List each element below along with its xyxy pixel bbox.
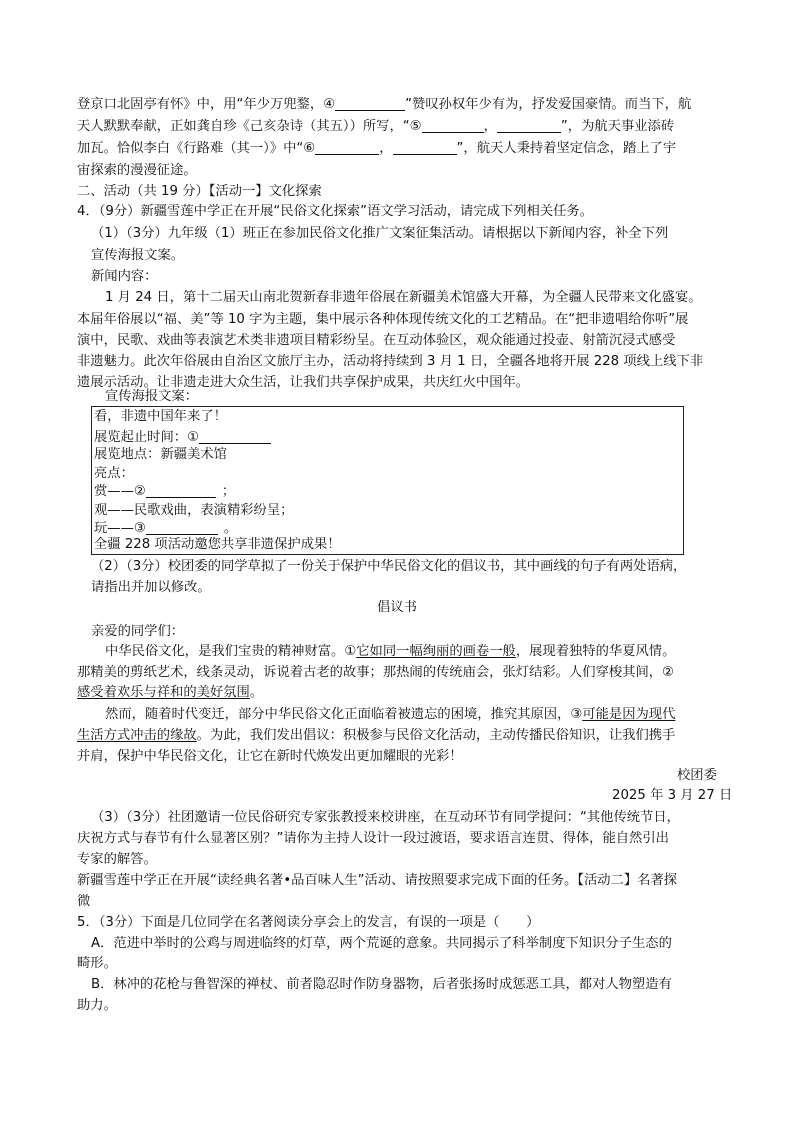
q4-stem: 4．（9分）新疆雪莲中学正在开展“民俗文化探索”语文学习活动，请完成下列相关任务。 — [77, 204, 594, 219]
answer-blank-5a[interactable] — [422, 118, 484, 133]
p1-line3: 加瓦。恰似李白《行路难（其一）》中“⑥ ， ”，航天人秉持着坚定信念，踏上了宇 — [77, 141, 677, 156]
underlined-sentence-2: 感受着欢乐与祥和的美好氛围 — [77, 685, 250, 700]
proposal-line: 感受着欢乐与祥和的美好氛围。 — [77, 685, 264, 700]
news-line: 遗展示活动。让非遗走进大众生活，让我们共享保护成果，共庆红火中国年。 — [77, 375, 530, 390]
underlined-sentence-1: 它如同一幅绚丽的画卷一般 — [356, 644, 516, 659]
p1-line2: 天人默默奉献，正如龚自珍《己亥杂诗（其五））所写，“⑤ ， ”，为航天事业添砖 — [77, 119, 675, 134]
answer-blank-poster-3[interactable] — [146, 520, 218, 535]
proposal-date: 2025 年 3 月 27 日 — [612, 788, 733, 803]
p1-line4: 宙探索的漫漫征途。 — [77, 163, 197, 178]
poster-wan: 玩——③ 。 — [94, 521, 238, 536]
proposal-line: 生活方式冲击的缘故。为此，我们发出倡议：积极参与民俗文化活动，主动传播民俗知识，让我们携手 — [77, 728, 676, 743]
proposal-signer: 校团委 — [677, 768, 717, 783]
q5-option-a[interactable]: A．范进中举时的公鸡与周进临终的灯草，两个荒诞的意象。共同揭示了科举制度下知识分子生态的 — [91, 936, 672, 951]
poster-box — [91, 406, 684, 555]
proposal-title: 倡议书 — [377, 600, 417, 615]
news-line: 演中，民歌、戏曲等表演艺术类非遗项目精彩纷呈。在互动体验区，观众能通过投壶、射箭沉浸式感受 — [77, 333, 676, 348]
q4-sub3-line3: 专家的解答。 — [77, 852, 157, 867]
answer-blank-6a[interactable] — [315, 140, 379, 155]
poster-highlights: 亮点： — [94, 466, 134, 481]
proposal-line: 然而，随着时代变迁，部分中华民俗文化正面临着被遗忘的困境，推究其原因，③可能是因为现代 — [105, 707, 676, 722]
news-line: 本届年俗展以“福、美”等 10 字为主题，集中展示各种体现传统文化的工艺精品。在“把非遗唱给你听”展 — [77, 312, 689, 327]
underlined-sentence-3a: 可能是因为现代 — [582, 707, 676, 722]
answer-blank-6b[interactable] — [393, 140, 457, 155]
answer-blank-5b[interactable] — [497, 118, 561, 133]
q5-option-a-cont: 畸形。 — [77, 956, 117, 971]
underlined-sentence-3b: 生活方式冲击的缘故 — [77, 728, 197, 743]
poster-closing: 全疆 228 项活动邀您共享非遗保护成果！ — [94, 537, 341, 552]
poster-guan: 观——民歌戏曲，表演精彩纷呈； — [94, 503, 294, 518]
answer-blank-poster-2[interactable] — [146, 483, 216, 498]
proposal-line: 那精美的剪纸艺术，线条灵动，诉说着古老的故事；那热闹的传统庙会，张灯结彩。人们穿梭其间，② — [77, 665, 674, 680]
q5-stem: 5．（3分）下面是几位同学在名著阅读分享会上的发言，有误的一项是（ ） — [77, 915, 540, 930]
poster-time: 展览起止时间：① — [94, 428, 271, 448]
activity2-line2: 微 — [77, 894, 91, 909]
news-label: 新闻内容： — [91, 269, 158, 284]
q5-option-b-cont: 助力。 — [77, 998, 117, 1013]
section-heading: 二、活动（共 19 分）【活动一】文化探索 — [77, 184, 322, 199]
q4-sub2-line2: 请指出并加以修改。 — [91, 580, 211, 595]
news-line: 非遗魅力。此次年俗展由自治区文旅厅主办，活动将持续到 3 月 1 日，全疆各地将开展 228 项线上线下非 — [77, 354, 704, 369]
proposal-line: 中华民俗文化，是我们宝贵的精神财富。①它如同一幅绚丽的画卷一般，展现着独特的华夏风情。 — [105, 644, 676, 659]
poster-shang: 赏——② ； — [94, 484, 236, 499]
poster-title: 看，非遗中国年来了！ — [94, 409, 227, 424]
answer-blank-poster-1[interactable] — [199, 429, 271, 444]
proposal-line: 并肩，保护中华民俗文化，让它在新时代焕发出更加耀眼的光彩！ — [77, 749, 463, 764]
q4-sub2-line1: （2）（3分）校团委的同学草拟了一份关于保护中华民俗文化的倡议书，其中画线的句子有两处语病， — [91, 559, 687, 574]
poster-label: 宣传海报文案： — [105, 389, 199, 404]
q4-sub3-line1: （3）（3分）社团邀请一位民俗研究专家张教授来校讲座，在互动环节有同学提问：“其他传统节日， — [91, 810, 680, 825]
q4-sub1-line2: 宣传海报文案。 — [91, 248, 185, 263]
activity2-line1: 新疆雪莲中学正在开展“读经典名著•品百味人生”活动、请按照要求完成下面的任务。【活动二】名著探 — [77, 873, 678, 888]
answer-blank-4[interactable] — [335, 96, 405, 111]
q4-sub3-line2: 庆祝方式与春节有什么显著区别？”请你为主持人设计一段过渡语，要求语言连贯、得体，能自然引出 — [77, 831, 669, 846]
proposal-greeting: 亲爱的同学们： — [91, 624, 185, 639]
news-line: 1 月 24 日，第十二届天山南北贺新春非遗年俗展在新疆美术馆盛大开幕，为全疆人民带来文化盛宴。 — [105, 290, 702, 305]
p1-line1: 登京口北固亭有怀》中，用“年少万兜鍪，④ ”赞叹孙权年少有为，抒发爱国豪情。而当下，航 — [77, 97, 692, 112]
poster-place: 展览地点：新疆美术馆 — [94, 447, 227, 462]
q5-option-b[interactable]: B．林冲的花枪与鲁智深的禅杖、前者隐忍时作防身器物，后者张扬时成惩恶工具，都对人物塑造有 — [91, 977, 672, 992]
q4-sub1-line1: （1）（3分）九年级（1）班正在参加民俗文化推广文案征集活动。请根据以下新闻内容，补全下列 — [91, 226, 669, 241]
